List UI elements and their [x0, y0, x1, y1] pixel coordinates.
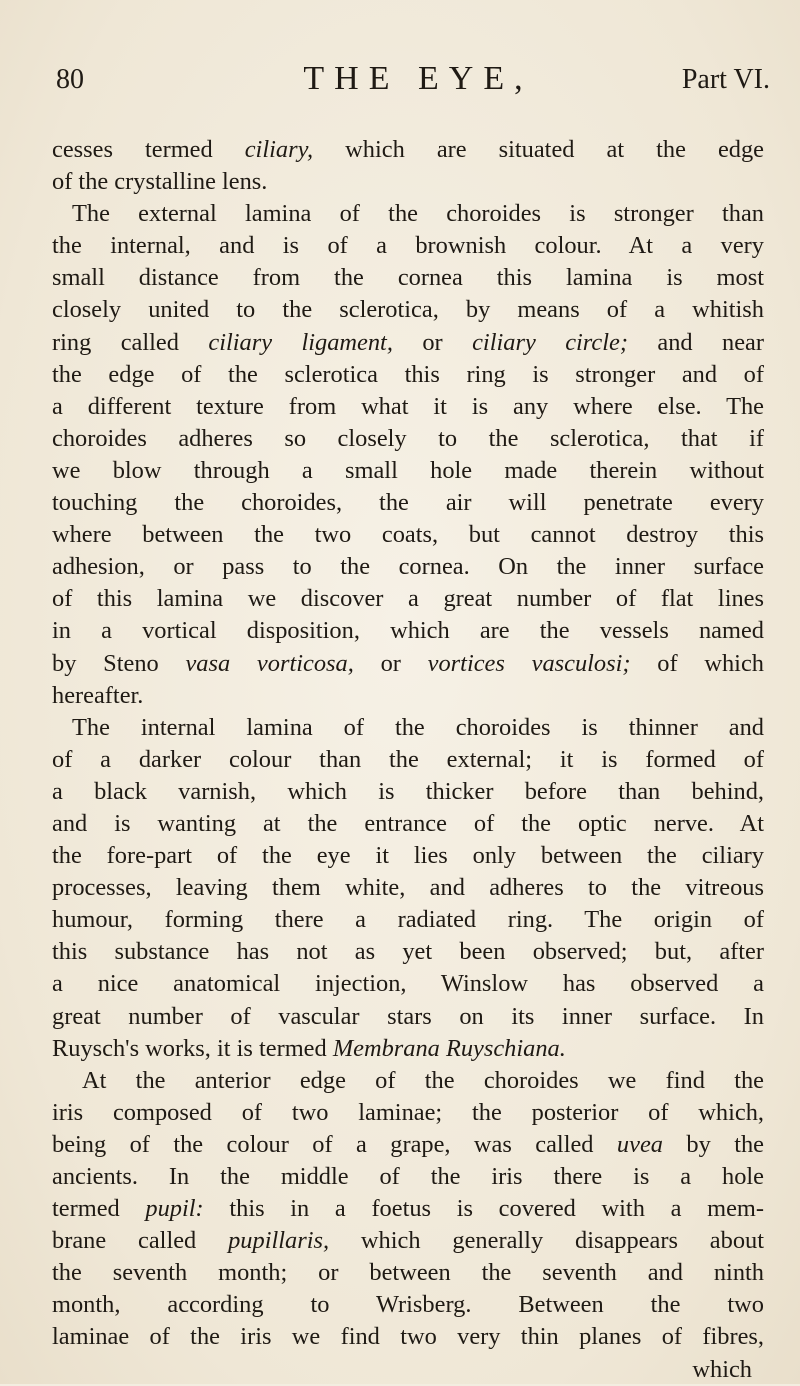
- text-line: [52, 230, 764, 262]
- text-span: ring called: [52, 328, 209, 356]
- text-span: this substance has not as yet been observed; but, after: [52, 938, 764, 966]
- text-span: of this lamina we discover a great number of flat lines: [52, 585, 764, 613]
- text-span: this in a foetus is covered with a mem-: [203, 1195, 764, 1223]
- text-span: where between the two coats, but cannot destroy this: [52, 521, 764, 549]
- text-span: At the anterior edge of the choroides we find the: [82, 1066, 764, 1094]
- text-line: [52, 391, 764, 423]
- text-span: termed: [52, 1195, 146, 1223]
- text-span: The external lamina of the choroides is stronger than: [72, 200, 764, 228]
- text-span: brane called: [52, 1227, 229, 1255]
- text-span: in a vortical disposition, which are the vessels named: [52, 617, 764, 645]
- text-span: by the: [662, 1130, 764, 1158]
- text-span: or: [392, 328, 473, 356]
- text-span: the seventh month; or between the seventh and ninth: [52, 1259, 764, 1287]
- text-line: [52, 744, 764, 776]
- text-line: [52, 455, 764, 487]
- text-span: by Steno: [52, 649, 186, 677]
- text-span: which are situated at the edge: [313, 136, 764, 163]
- text-line: [52, 936, 764, 968]
- text-line: [52, 1129, 764, 1161]
- text-span: iris composed of two laminae; the posterior of which,: [52, 1098, 764, 1126]
- text-line: [52, 583, 764, 615]
- text-line: [52, 1354, 764, 1386]
- text-line: [52, 1257, 764, 1289]
- italic-term: ciliary ligament,: [208, 328, 393, 356]
- text-line: [52, 712, 764, 744]
- text-line: [52, 1065, 764, 1097]
- text-line: [52, 327, 764, 359]
- text-span: or: [353, 649, 428, 677]
- text-span: choroides adheres so closely to the sclerotica, that if: [52, 424, 764, 452]
- running-head: [56, 60, 770, 106]
- part-label: Part VI.: [681, 64, 770, 95]
- text-line: [52, 1097, 764, 1129]
- text-span: cesses termed: [52, 136, 245, 163]
- text-line: [52, 1001, 764, 1033]
- italic-term: Membrana Ruyschiana.: [332, 1034, 566, 1062]
- text-line: [52, 648, 764, 680]
- text-span: closely united to the sclerotica, by means of a whitish: [52, 296, 764, 324]
- text-span: and near: [627, 328, 764, 356]
- text-span: laminae of the iris we find two very thin planes of fibres,: [52, 1323, 764, 1351]
- text-line: [52, 294, 764, 326]
- text-span: we blow through a small hole made therein without: [52, 456, 764, 484]
- text-span: of the crystalline lens.: [52, 168, 268, 196]
- text-line: [52, 487, 764, 519]
- text-line: [52, 1321, 764, 1353]
- italic-term: ciliary circle;: [472, 328, 628, 356]
- italic-term: pupillaris,: [228, 1227, 330, 1255]
- italic-term: vasa vorticosa,: [185, 649, 354, 677]
- text-span: small distance from the cornea this lamina is most: [52, 264, 764, 292]
- text-span: The internal lamina of the choroides is thinner and: [72, 713, 764, 741]
- running-title: THE EYE,: [303, 60, 533, 97]
- text-span: which: [692, 1355, 752, 1383]
- text-line: [52, 615, 764, 647]
- text-span: month, according to Wrisberg. Between the two: [52, 1291, 764, 1319]
- text-line: [52, 166, 764, 198]
- text-line: [52, 134, 764, 166]
- text-line: [52, 1033, 764, 1065]
- text-line: [52, 1161, 764, 1193]
- text-span: and is wanting at the entrance of the optic nerve. At: [52, 809, 764, 837]
- text-span: a nice anatomical injection, Winslow has observed a: [52, 970, 764, 998]
- text-span: Ruysch's works, it is termed: [52, 1034, 333, 1062]
- text-span: a different texture from what it is any where else. The: [52, 392, 764, 420]
- text-line: [52, 680, 764, 712]
- text-span: adhesion, or pass to the cornea. On the inner surface: [52, 553, 764, 581]
- text-line: [52, 262, 764, 294]
- text-line: [52, 904, 764, 936]
- text-line: [52, 872, 764, 904]
- italic-term: pupil:: [145, 1195, 204, 1223]
- text-span: a black varnish, which is thicker before than behind,: [52, 777, 764, 805]
- text-line: [52, 551, 764, 583]
- text-line: [52, 359, 764, 391]
- text-line: [52, 1193, 764, 1225]
- text-span: the edge of the sclerotica this ring is stronger and of: [52, 360, 764, 388]
- text-span: humour, forming there a radiated ring. The origin of: [52, 906, 764, 934]
- text-span: the fore-part of the eye it lies only between the ciliary: [52, 842, 764, 870]
- text-line: [52, 423, 764, 455]
- text-line: [52, 1225, 764, 1257]
- page-number: 80: [56, 64, 84, 95]
- text-span: being of the colour of a grape, was called: [52, 1130, 617, 1158]
- italic-term: ciliary,: [244, 136, 314, 163]
- text-span: hereafter.: [52, 681, 144, 709]
- text-line: [52, 776, 764, 808]
- text-span: great number of vascular stars on its inner surface. In: [52, 1002, 764, 1030]
- text-line: [52, 519, 764, 551]
- italic-term: uvea: [616, 1130, 663, 1158]
- text-span: the internal, and is of a brownish colour. At a very: [52, 232, 764, 260]
- body-text: [52, 134, 764, 1386]
- text-line: [52, 808, 764, 840]
- text-line: [52, 1289, 764, 1321]
- text-span: touching the choroides, the air will penetrate every: [52, 489, 764, 517]
- text-span: which generally disappears about: [329, 1227, 764, 1255]
- text-line: [52, 840, 764, 872]
- text-line: [52, 968, 764, 1000]
- text-span: processes, leaving them white, and adheres to the vitreous: [52, 874, 764, 902]
- italic-term: vortices vasculosi;: [427, 649, 631, 677]
- text-line: [52, 198, 764, 230]
- text-span: ancients. In the middle of the iris there is a hole: [52, 1163, 764, 1190]
- text-span: of a darker colour than the external; it is formed of: [52, 745, 764, 773]
- text-span: of which: [630, 649, 764, 677]
